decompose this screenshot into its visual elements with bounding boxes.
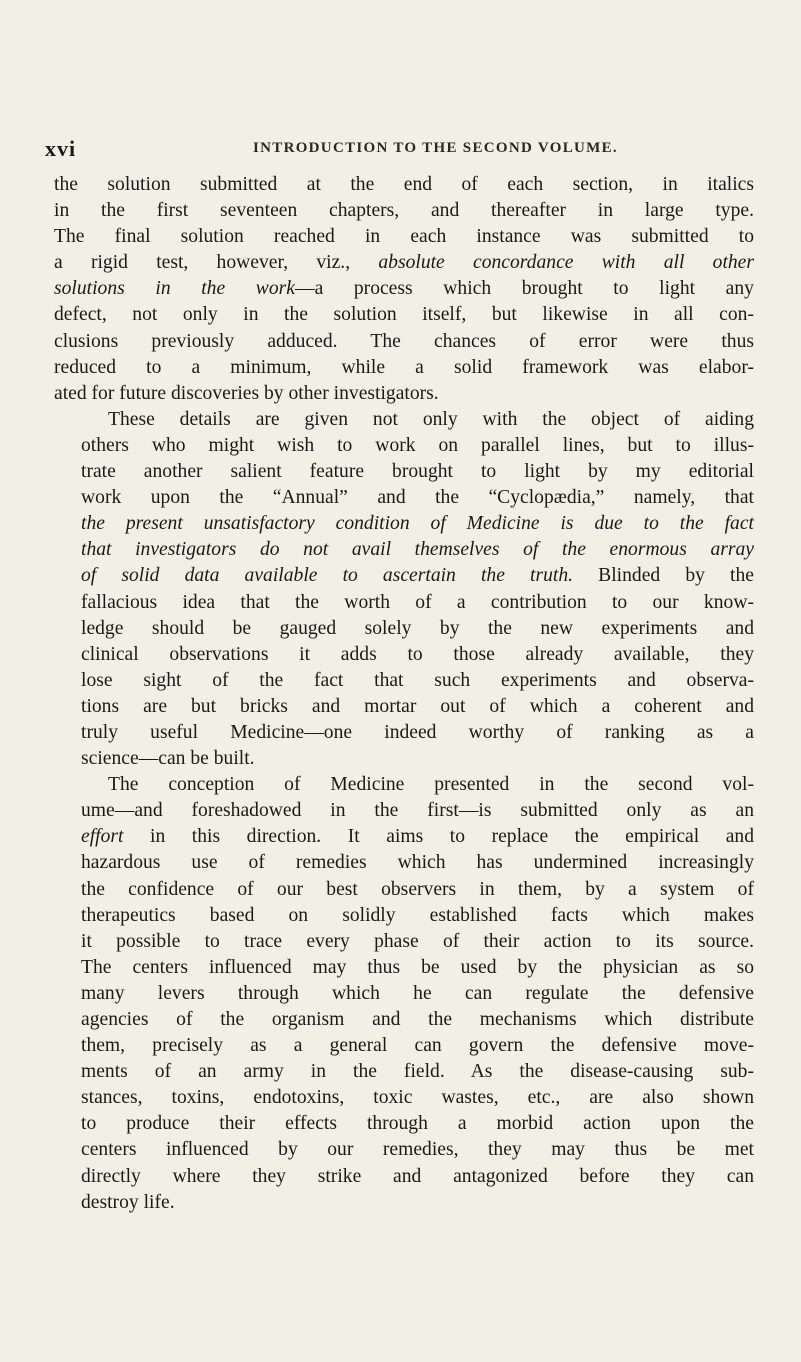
text-line: [54, 485, 754, 511]
text-run: clusions previously adduced. The chances of error were thus: [54, 330, 754, 352]
text-run: trate another salient feature brought to light by my editorial: [81, 461, 754, 483]
paragraph: [54, 772, 754, 1216]
text-line: [54, 250, 754, 276]
text-run: fallacious idea that the worth of a contribution to our know-: [81, 591, 754, 613]
text-run: These details are given not only with the object of aiding: [108, 408, 754, 430]
italic-text: absolute concordance with all other: [378, 252, 755, 274]
text-run: others who might wish to work on parallel lines, but to illus-: [81, 434, 754, 456]
text-line: [54, 1190, 754, 1216]
text-run: The final solution reached in each instance was submitted to: [54, 226, 754, 248]
text-line: [54, 1137, 754, 1163]
text-line: [54, 642, 754, 668]
text-line: [54, 302, 754, 328]
text-run: therapeutics based on solidly established facts which makes: [81, 904, 754, 926]
text-run: directly where they strike and antagonized before they can: [81, 1165, 754, 1187]
text-run: reduced to a minimum, while a solid framework was elabor-: [54, 356, 754, 378]
text-line: [54, 955, 754, 981]
text-line: [54, 1033, 754, 1059]
text-run: truly useful Medicine—one indeed worthy of ranking as a: [81, 721, 754, 743]
text-line: [54, 563, 754, 589]
text-run: in the first seventeen chapters, and thereafter in large type.: [54, 200, 754, 222]
text-line: [54, 877, 754, 903]
paragraph: [54, 172, 754, 407]
italic-text: that investigators do not avail themselves of the enormous array: [81, 539, 754, 561]
text-run: ments of an army in the field. As the disease-causing sub-: [81, 1061, 754, 1083]
text-line: [54, 198, 754, 224]
text-line: [54, 1111, 754, 1137]
text-line: [54, 981, 754, 1007]
text-line: [54, 1164, 754, 1190]
text-line: [54, 1085, 754, 1111]
text-run: The conception of Medicine presented in the second vol-: [108, 774, 754, 796]
text-run: the solution submitted at the end of each section, in italics: [54, 174, 754, 195]
text-line: [54, 903, 754, 929]
text-run: lose sight of the fact that such experiments and observa-: [81, 669, 754, 691]
text-line: [54, 276, 754, 302]
text-line: [54, 433, 754, 459]
paragraph: [54, 407, 754, 772]
text-run: clinical observations it adds to those already available, they: [81, 643, 754, 665]
text-run: tions are but bricks and mortar out of which a coherent and: [81, 695, 754, 717]
text-run: ated for future discoveries by other investigators.: [54, 382, 439, 404]
page-number: xvi: [45, 136, 77, 161]
italic-text: solutions in the work: [54, 278, 295, 300]
text-line: [54, 824, 754, 850]
text-line: [54, 694, 754, 720]
text-run: agencies of the organism and the mechanisms which distribute: [81, 1009, 754, 1030]
text-line: [54, 929, 754, 955]
text-line: [54, 772, 754, 798]
text-run: them, precisely as a general can govern the defensive move-: [81, 1035, 754, 1057]
text-line: [54, 172, 754, 198]
text-line: [54, 224, 754, 250]
text-line: [54, 1007, 754, 1033]
text-line: [54, 746, 754, 772]
text-line: [54, 798, 754, 824]
text-run: centers influenced by our remedies, they may thus be met: [81, 1139, 754, 1161]
text-line: [54, 537, 754, 563]
text-line: [54, 407, 754, 433]
text-line: [54, 329, 754, 355]
text-line: [54, 459, 754, 485]
text-run: work upon the “Annual” and the “Cyclopædia,” namely, that: [81, 487, 754, 509]
text-run: science—can be built.: [81, 748, 255, 770]
text-line: [54, 720, 754, 746]
text-line: [54, 616, 754, 642]
text-line: [54, 590, 754, 616]
text-run: Blinded by the: [573, 565, 754, 587]
text-run: —a process which brought to light any: [294, 278, 754, 300]
text-run: ledge should be gauged solely by the new experiments and: [81, 617, 754, 639]
text-run: many levers through which he can regulate the defensive: [81, 982, 754, 1004]
text-run: stances, toxins, endotoxins, toxic wastes, etc., are also shown: [81, 1087, 754, 1109]
italic-text: of solid data available to ascertain the truth.: [81, 565, 574, 587]
text-run: hazardous use of remedies which has undermined increasingly: [81, 852, 754, 874]
text-run: it possible to trace every phase of their action to its source.: [81, 930, 754, 952]
text-run: a rigid test, however, viz.,: [54, 252, 379, 274]
text-run: defect, not only in the solution itself, but likewise in all con-: [54, 304, 754, 326]
text-run: the confidence of our best observers in them, by a system of: [81, 878, 754, 900]
text-line: [54, 668, 754, 694]
body-text: [54, 172, 754, 1216]
text-line: [54, 355, 754, 381]
italic-text: effort: [81, 826, 124, 848]
text-run: The centers influenced may thus be used by the physician as so: [81, 956, 754, 978]
text-line: [54, 381, 754, 407]
text-run: in this direction. It aims to replace the empirical and: [123, 826, 754, 848]
running-head: INTRODUCTION TO THE SECOND VOLUME.: [253, 140, 618, 156]
page-header: [45, 136, 745, 166]
italic-text: the present unsatisfactory condition of Medicine is due to the fact: [81, 513, 754, 535]
text-line: [54, 1059, 754, 1085]
text-run: destroy life.: [81, 1191, 175, 1213]
text-line: [54, 850, 754, 876]
text-line: [54, 511, 754, 537]
text-run: ume—and foreshadowed in the first—is submitted only as an: [81, 800, 754, 822]
text-run: to produce their effects through a morbid action upon the: [81, 1113, 754, 1135]
